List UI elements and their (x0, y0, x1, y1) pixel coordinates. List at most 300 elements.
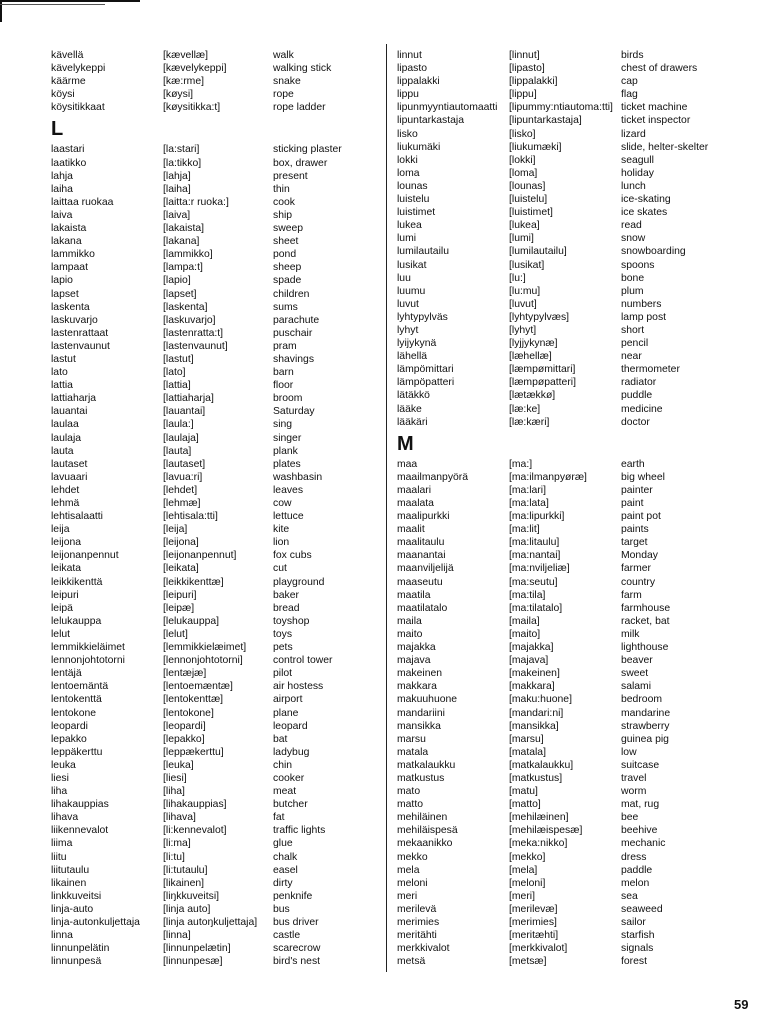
english-translation: toys (273, 628, 293, 640)
english-translation: milk (621, 628, 640, 640)
finnish-word: lokki (397, 154, 418, 166)
english-translation: chest of drawers (621, 63, 698, 75)
finnish-word: lääke (397, 403, 422, 415)
dictionary-entry (397, 929, 751, 942)
dictionary-entry (397, 298, 751, 311)
dictionary-entry (397, 864, 751, 877)
pronunciation: [la:tikko] (163, 157, 202, 169)
dictionary-entry (397, 562, 751, 575)
dictionary-entry (51, 510, 383, 523)
english-translation: paddle (621, 864, 653, 876)
dictionary-entry (397, 497, 751, 510)
english-translation: big wheel (621, 471, 665, 483)
pronunciation: [merkkivalot] (509, 943, 568, 955)
dictionary-entry (397, 720, 751, 733)
english-translation: sticking plaster (273, 144, 342, 156)
english-translation: bone (621, 272, 645, 284)
finnish-word: lipuntarkastaja (397, 115, 465, 127)
finnish-word: leuka (51, 759, 76, 771)
finnish-word: maalari (397, 484, 432, 496)
dictionary-entry (51, 615, 383, 628)
pronunciation: [merilevæ] (509, 903, 558, 915)
english-translation: near (621, 351, 642, 363)
english-translation: sweet (621, 668, 649, 680)
pronunciation: [lepakko] (163, 733, 205, 745)
dictionary-entry (51, 798, 383, 811)
english-translation: target (621, 537, 648, 549)
english-translation: thin (273, 183, 290, 195)
english-translation: air hostess (273, 681, 324, 693)
pronunciation: [maito] (509, 628, 541, 640)
dictionary-entry (397, 471, 751, 484)
english-translation: pram (273, 340, 297, 352)
finnish-word: matto (397, 799, 423, 811)
english-translation: racket, bat (621, 615, 670, 627)
english-translation: broom (273, 393, 303, 405)
dictionary-entry (51, 143, 383, 156)
english-translation: bedroom (621, 694, 663, 706)
dictionary-entry (397, 549, 751, 562)
finnish-word: lelut (51, 628, 71, 640)
dictionary-entry (397, 615, 751, 628)
finnish-word: lyhtypylväs (397, 311, 448, 323)
finnish-word: lääkäri (397, 416, 428, 428)
pronunciation: [læmpømittari] (509, 364, 576, 376)
english-translation: sing (273, 419, 293, 431)
dictionary-entry (397, 101, 751, 114)
dictionary-entry (51, 458, 383, 471)
dictionary-entry (397, 536, 751, 549)
finnish-word: linkkuveitsi (51, 890, 102, 902)
section-letter-heading: L (51, 118, 64, 141)
pronunciation: [lakana] (163, 236, 200, 248)
english-translation: worm (621, 786, 647, 798)
finnish-word: maanviljelijä (397, 563, 454, 575)
english-translation: barn (273, 367, 294, 379)
finnish-word: lastenvaunut (51, 340, 110, 352)
english-translation: sailor (621, 917, 646, 928)
finnish-word: mato (397, 786, 421, 798)
dictionary-entry (51, 261, 383, 274)
finnish-word: luistelu (397, 194, 430, 206)
dictionary-entry (51, 222, 383, 235)
pronunciation: [loma] (509, 167, 538, 179)
pronunciation: [leipæ] (163, 602, 195, 614)
finnish-word: lennonjohtotorni (51, 655, 125, 667)
dictionary-entry (397, 837, 751, 850)
dictionary-entry (51, 733, 383, 746)
pronunciation: [lumilautailu] (509, 246, 567, 258)
finnish-word: lähellä (397, 351, 428, 363)
pronunciation: [leuka] (163, 759, 194, 771)
english-translation: snake (273, 76, 301, 88)
crop-mark-thin-rule (0, 4, 105, 5)
pronunciation: [lampa:t] (163, 262, 203, 274)
dictionary-entry (51, 890, 383, 903)
pronunciation: [lu:] (509, 272, 526, 284)
finnish-word: luu (397, 272, 411, 284)
dictionary-entry (397, 88, 751, 101)
pronunciation: [lokki] (509, 154, 536, 166)
dictionary-entry (51, 248, 383, 261)
dictionary-entry (51, 353, 383, 366)
english-translation: short (621, 324, 645, 336)
english-translation: sums (273, 301, 298, 313)
pronunciation: [lahja] (163, 170, 191, 182)
pronunciation: [laskenta] (163, 301, 208, 313)
finnish-word: lipunmyyntiautomaatti (397, 102, 498, 114)
english-translation: lizard (621, 128, 646, 140)
dictionary-entry (51, 235, 383, 248)
finnish-word: lauta (51, 445, 74, 457)
pronunciation: [linnunpesæ] (163, 956, 223, 968)
finnish-word: laittaa ruokaa (51, 196, 114, 208)
finnish-word: liitutaulu (51, 864, 90, 876)
finnish-word: lippalakki (397, 76, 440, 88)
pronunciation: [ma:seutu] (509, 576, 558, 588)
pronunciation: [matu] (509, 786, 538, 798)
dictionary-entry (397, 49, 751, 62)
pronunciation: [læmpøpatteri] (509, 377, 576, 389)
pronunciation: [linja auto] (163, 903, 211, 915)
finnish-word: leikata (51, 563, 82, 575)
finnish-word: lätäkkö (397, 390, 430, 402)
english-translation: medicine (621, 403, 663, 415)
dictionary-entry (397, 206, 751, 219)
finnish-word: lentokenttä (51, 694, 102, 706)
english-translation: salami (621, 681, 652, 693)
english-translation: bat (273, 733, 288, 745)
dictionary-entry (51, 746, 383, 759)
english-translation: bus (273, 903, 290, 915)
english-translation: shavings (273, 353, 315, 365)
pronunciation: [læ:ke] (509, 403, 541, 415)
pronunciation: [lemmikkielæimet] (163, 642, 247, 654)
english-translation: lamp post (621, 311, 667, 323)
finnish-word: laiha (51, 183, 73, 195)
dictionary-entry (51, 641, 383, 654)
finnish-word: lautaset (51, 458, 88, 470)
pronunciation: [metsæ] (509, 956, 547, 968)
dictionary-entry (397, 955, 751, 968)
finnish-word: majava (397, 655, 431, 667)
english-translation: easel (273, 864, 298, 876)
english-translation: meat (273, 786, 297, 798)
pronunciation: [matkalaukku] (509, 759, 574, 771)
finnish-word: linnunpelätin (51, 943, 110, 955)
english-translation: cooker (273, 772, 305, 784)
dictionary-entry (51, 811, 383, 824)
pronunciation: [læhellæ] (509, 351, 552, 363)
dictionary-entry (51, 327, 383, 340)
pronunciation: [lætækkø] (509, 390, 556, 402)
dictionary-entry (397, 680, 751, 693)
pronunciation: [meka:nikko] (509, 838, 568, 850)
finnish-word: linna (51, 930, 73, 942)
finnish-word: maaseutu (397, 576, 443, 588)
finnish-word: köysi (51, 89, 75, 101)
english-translation: radiator (621, 377, 657, 389)
english-translation: present (273, 170, 308, 182)
pronunciation: [lehdet] (163, 484, 198, 496)
finnish-word: leikkikenttä (51, 576, 103, 588)
dictionary-entry (397, 877, 751, 890)
finnish-word: lepakko (51, 733, 87, 745)
english-translation: farmer (621, 563, 652, 575)
english-translation: walking stick (273, 63, 332, 75)
pronunciation: [maku:huone] (509, 694, 572, 706)
finnish-word: lukea (397, 220, 422, 232)
finnish-word: leija (51, 524, 70, 536)
finnish-word: maalata (397, 498, 434, 509)
english-translation: Saturday (273, 406, 315, 418)
dictionary-entry (397, 654, 751, 667)
pronunciation: [linnunpelætin] (163, 943, 231, 955)
pronunciation: [merimies] (509, 917, 557, 928)
finnish-word: lakana (51, 236, 82, 248)
pronunciation: [luistelu] (509, 194, 548, 206)
pronunciation: [majava] (509, 655, 549, 667)
english-translation: box, drawer (273, 157, 328, 169)
dictionary-entry (397, 602, 751, 615)
pronunciation: [leijona] (163, 537, 199, 549)
dictionary-entry (51, 759, 383, 772)
dictionary-entry (51, 693, 383, 706)
crop-mark-horizontal (0, 0, 140, 2)
english-translation: pets (273, 642, 293, 654)
pronunciation: [lumi] (509, 233, 534, 245)
finnish-word: luumu (397, 285, 426, 297)
finnish-word: leijonanpennut (51, 550, 119, 562)
english-translation: chin (273, 759, 293, 771)
dictionary-entry (51, 942, 383, 955)
dictionary-entry (397, 219, 751, 232)
english-translation: scarecrow (273, 943, 321, 955)
dictionary-entry (51, 955, 383, 968)
pronunciation: [makeinen] (509, 668, 560, 680)
pronunciation: [lelukauppa] (163, 615, 220, 627)
english-translation: leopard (273, 720, 308, 732)
english-translation: slide, helter-skelter (621, 141, 709, 153)
dictionary-section (397, 49, 751, 429)
finnish-word: köysitikkaat (51, 102, 105, 114)
finnish-word: liima (51, 838, 73, 850)
dictionary-entry (397, 667, 751, 680)
finnish-word: leopardi (51, 720, 88, 732)
finnish-word: lihava (51, 812, 79, 824)
dictionary-entry (397, 114, 751, 127)
english-translation: cook (273, 196, 295, 208)
pronunciation: [lyjjykynæ] (509, 338, 558, 350)
english-translation: read (621, 220, 642, 232)
dictionary-entry (51, 314, 383, 327)
english-translation: cap (621, 76, 638, 88)
finnish-word: käärme (51, 76, 86, 88)
pronunciation: [lihakauppias] (163, 799, 227, 811)
finnish-word: lelukauppa (51, 615, 102, 627)
pronunciation: [ma:lari] (509, 484, 546, 496)
english-translation: mechanic (621, 838, 666, 850)
english-translation: rope ladder (273, 102, 326, 114)
finnish-word: maalitaulu (397, 537, 445, 549)
finnish-word: lihakauppias (51, 799, 109, 811)
pronunciation: [mekko] (509, 851, 546, 863)
english-translation: puddle (621, 390, 653, 402)
dictionary-entry (51, 75, 383, 88)
english-translation: painter (621, 484, 653, 496)
finnish-word: liha (51, 786, 68, 798)
english-translation: plum (621, 285, 644, 297)
english-translation: playground (273, 576, 325, 588)
dictionary-entry (397, 389, 751, 402)
finnish-word: mehiläispesä (397, 825, 458, 837)
dictionary-entry (397, 75, 751, 88)
english-translation: sea (621, 890, 638, 902)
dictionary-entry (397, 193, 751, 206)
pronunciation: [lapio] (163, 275, 191, 287)
pronunciation: [liukumæki] (509, 141, 562, 153)
pronunciation: [lentokenttæ] (163, 694, 224, 706)
pronunciation: [lastenvaunut] (163, 340, 228, 352)
english-translation: earth (621, 458, 645, 470)
pronunciation: [li:ma] (163, 838, 191, 850)
dictionary-entry (397, 707, 751, 720)
pronunciation: [ma:lit] (509, 524, 540, 536)
english-translation: rope (273, 89, 294, 101)
english-translation: ice-skating (621, 194, 671, 206)
finnish-word: lattiaharja (51, 393, 97, 405)
english-translation: plates (273, 458, 301, 470)
pronunciation: [maila] (509, 615, 540, 627)
english-translation: leaves (273, 484, 304, 496)
pronunciation: [lauantai] (163, 406, 206, 418)
english-translation: snow (621, 233, 646, 245)
dictionary-entry (51, 497, 383, 510)
pronunciation: [mehilæinen] (509, 812, 569, 824)
finnish-word: linja-autonkuljettaja (51, 917, 140, 928)
finnish-word: kävelykeppi (51, 63, 106, 75)
english-translation: beaver (621, 655, 653, 667)
english-translation: ladybug (273, 746, 310, 758)
dictionary-entry (51, 183, 383, 196)
dictionary-entry (51, 680, 383, 693)
pronunciation: [meloni] (509, 877, 546, 889)
english-translation: walk (273, 50, 294, 61)
dictionary-entry (51, 720, 383, 733)
english-translation: low (621, 746, 637, 758)
pronunciation: [liesi] (163, 772, 187, 784)
finnish-word: lentoemäntä (51, 681, 109, 693)
english-translation: lunch (621, 180, 646, 192)
dictionary-entry (51, 772, 383, 785)
finnish-word: lentokone (51, 707, 97, 719)
pronunciation: [ma:tila] (509, 589, 546, 601)
pronunciation: [makkara] (509, 681, 555, 693)
finnish-word: maalit (397, 524, 425, 536)
finnish-word: mehiläinen (397, 812, 448, 824)
dictionary-entry (397, 641, 751, 654)
finnish-word: luistimet (397, 207, 436, 219)
pronunciation: [kæ:rme] (163, 76, 204, 88)
dictionary-entry (397, 733, 751, 746)
finnish-word: metsä (397, 956, 426, 968)
finnish-word: lattia (51, 380, 73, 392)
dictionary-entry (51, 562, 383, 575)
finnish-word: lumilautailu (397, 246, 449, 258)
english-translation: melon (621, 877, 650, 889)
english-translation: ice skates (621, 207, 668, 219)
pronunciation: [linnut] (509, 50, 540, 61)
english-translation: guinea pig (621, 733, 669, 745)
pronunciation: [liha] (163, 786, 185, 798)
pronunciation: [lu:mu] (509, 285, 541, 297)
pronunciation: [lehmæ] (163, 498, 201, 509)
dictionary-entry (51, 366, 383, 379)
pronunciation: [mela] (509, 864, 538, 876)
pronunciation: [lippu] (509, 89, 537, 101)
english-translation: kite (273, 524, 290, 536)
english-translation: chalk (273, 851, 298, 863)
finnish-word: luvut (397, 298, 419, 310)
finnish-word: lato (51, 367, 68, 379)
dictionary-entry (51, 405, 383, 418)
pronunciation: [lattia] (163, 380, 191, 392)
pronunciation: [køysi] (163, 89, 194, 101)
dictionary-entry (51, 209, 383, 222)
pronunciation: [laulaja] (163, 432, 199, 444)
pronunciation: [laula:] (163, 419, 194, 431)
english-translation: dress (621, 851, 647, 863)
pronunciation: [ma:ilmanpyøræ] (509, 471, 587, 483)
pronunciation: [leppækerttu] (163, 746, 224, 758)
dictionary-entry (51, 101, 383, 114)
finnish-word: makuuhuone (397, 694, 458, 706)
dictionary-entry (51, 418, 383, 431)
pronunciation: [li:kennevalot] (163, 825, 227, 837)
pronunciation: [lyhtypylvæs] (509, 311, 570, 323)
pronunciation: [lennonjohtotorni] (163, 655, 243, 667)
english-translation: airport (273, 694, 303, 706)
dictionary-entry (397, 576, 751, 589)
finnish-word: mekko (397, 851, 428, 863)
dictionary-entry (51, 379, 383, 392)
english-translation: farmhouse (621, 602, 671, 614)
dictionary-entry (51, 340, 383, 353)
page-number: 59 (734, 997, 749, 1012)
pronunciation: [li:tutaulu] (163, 864, 208, 876)
finnish-word: leijona (51, 537, 82, 549)
dictionary-entry (397, 245, 751, 258)
dictionary-entry (51, 62, 383, 75)
finnish-word: liikennevalot (51, 825, 109, 837)
finnish-word: meri (397, 890, 418, 902)
pronunciation: [leipuri] (163, 589, 197, 601)
english-translation: lighthouse (621, 642, 669, 654)
dictionary-entry (51, 484, 383, 497)
dictionary-entry (51, 274, 383, 287)
english-translation: mat, rug (621, 799, 660, 811)
pronunciation: [laiva] (163, 209, 191, 221)
dictionary-section (51, 116, 383, 968)
finnish-word: lemmikkieläimet (51, 642, 125, 654)
english-translation: singer (273, 432, 302, 444)
english-translation: farm (621, 589, 642, 601)
finnish-word: lehdet (51, 484, 80, 496)
english-translation: sweep (273, 223, 304, 235)
finnish-word: mandariini (397, 707, 445, 719)
pronunciation: [lato] (163, 367, 186, 379)
english-translation: traffic lights (273, 825, 326, 837)
